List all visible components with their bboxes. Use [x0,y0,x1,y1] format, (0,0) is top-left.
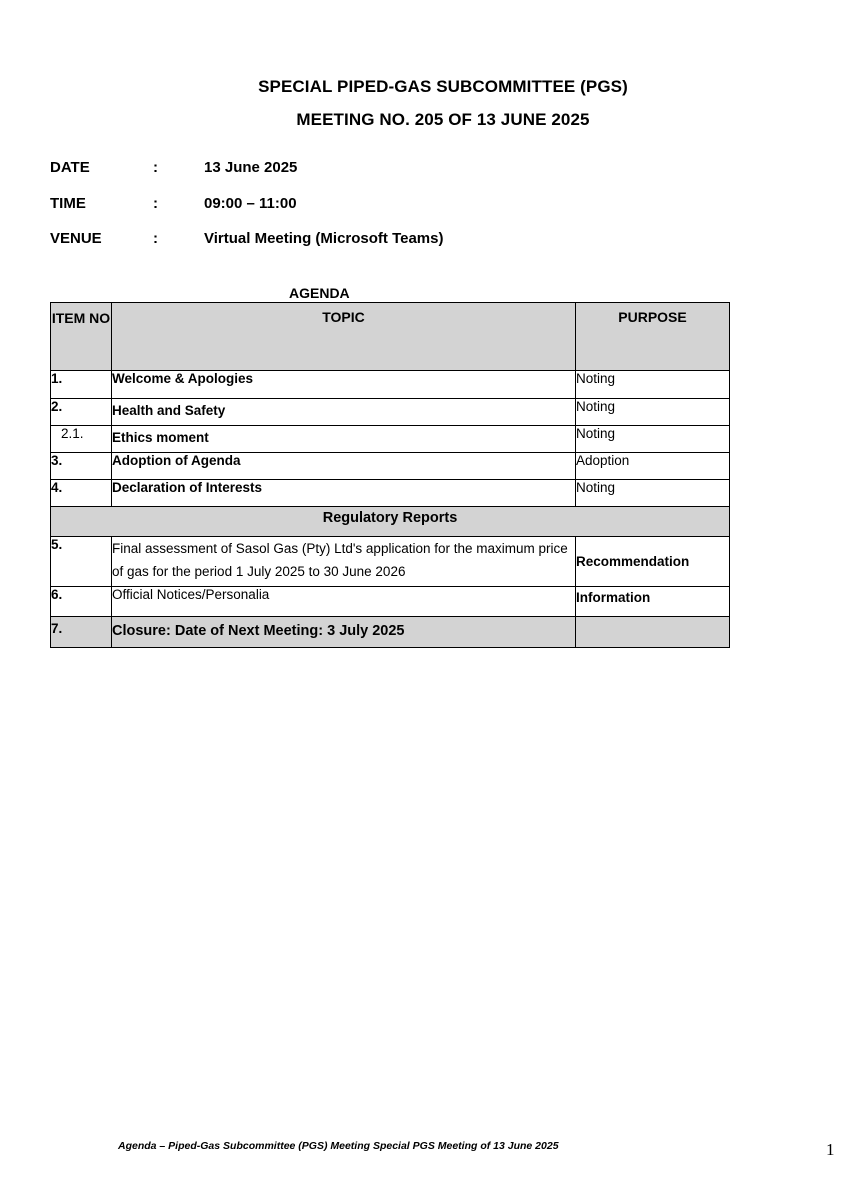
item-topic: Declaration of Interests [112,480,576,507]
meta-value: 13 June 2025 [204,159,298,176]
item-number: 4. [51,480,112,507]
table-row [51,453,730,480]
item-topic: Final assessment of Sasol Gas (Pty) Ltd's application for the maximum price of gas for the period 1 July 2025 to 30 June 2026 [112,537,576,587]
item-topic: Adoption of Agenda [112,453,576,480]
item-number: 6. [51,587,112,617]
item-purpose: Noting [576,426,730,453]
meta-value: 09:00 – 11:00 [204,195,297,212]
item-number: 7. [51,617,112,648]
meta-colon: : [153,230,158,247]
item-topic: Welcome & Apologies [112,371,576,399]
table-row [51,537,730,587]
meta-colon: : [153,195,158,212]
item-topic: Ethics moment [112,426,576,453]
document-title-line-2: MEETING NO. 205 OF 13 JUNE 2025 [296,110,590,129]
section-title-regulatory-reports: Regulatory Reports [51,507,730,537]
column-header-purpose: PURPOSE [576,303,730,371]
table-row [51,426,730,453]
meta-label: DATE [50,159,90,176]
page-footer: Agenda – Piped-Gas Subcommittee (PGS) Meeting Special PGS Meeting of 13 June 2025 [118,1140,559,1152]
meta-value: Virtual Meeting (Microsoft Teams) [204,230,444,247]
agenda-header-row [51,303,730,371]
item-purpose: Noting [576,480,730,507]
item-number: 3. [51,453,112,480]
item-number: 2.1. [51,426,112,453]
document-title-line-1: SPECIAL PIPED-GAS SUBCOMMITTEE (PGS) [258,77,628,96]
closure-row [51,617,730,648]
column-header-label: ITEM NO [51,310,111,326]
agenda-table [50,302,730,648]
item-number: 5. [51,537,112,587]
meta-colon: : [153,159,158,176]
table-row [51,371,730,399]
item-purpose: Information [576,587,730,617]
page-number: 1 [826,1140,835,1159]
meta-label: TIME [50,195,86,212]
item-topic: Closure: Date of Next Meeting: 3 July 2025 [112,617,576,648]
item-purpose: Adoption [576,453,730,480]
item-number: 1. [51,371,112,399]
item-topic: Health and Safety [112,399,576,426]
agenda-heading: AGENDA [289,285,350,301]
item-number: 2. [51,399,112,426]
item-purpose [576,617,730,648]
table-row [51,399,730,426]
section-row [51,507,730,537]
meta-label: VENUE [50,230,102,247]
column-header-item-no [51,303,112,371]
item-purpose: Noting [576,399,730,426]
item-purpose: Noting [576,371,730,399]
column-header-topic: TOPIC [112,303,576,371]
item-purpose: Recommendation [576,537,730,587]
item-topic: Official Notices/Personalia [112,587,576,617]
table-row [51,587,730,617]
table-row [51,480,730,507]
